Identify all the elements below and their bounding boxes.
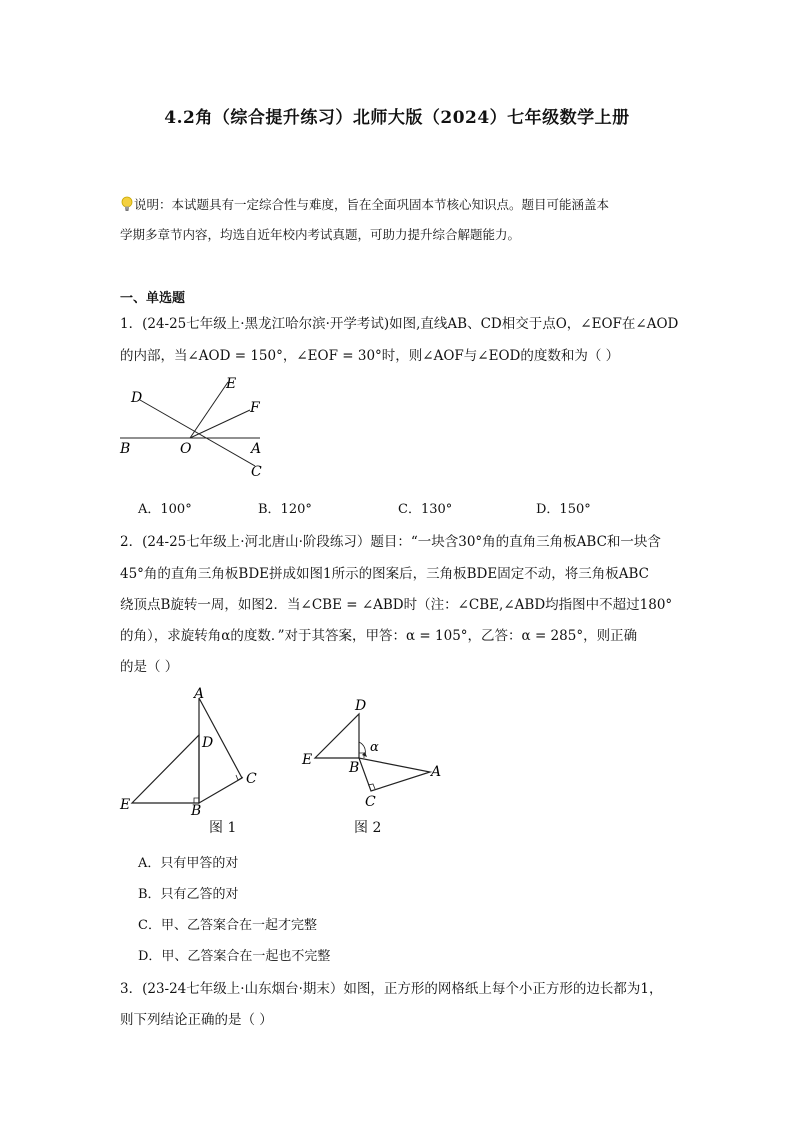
fig1-label-a: A	[194, 686, 205, 702]
q1-option-b[interactable]: B．120°	[258, 502, 312, 517]
q1-line-1: 1．(24-25七年级上·黑龙江哈尔滨·开学考试)如图,直线AB、CD相交于点O，∠EOF在∠AOD	[120, 316, 679, 332]
q2-line-3: 绕顶点B旋转一周，如图2．当∠CBE = ∠ABD时（注：∠CBE,∠ABD均指图中不超过180°	[120, 597, 673, 613]
right-angle-c	[236, 775, 243, 780]
label-o: O	[180, 441, 192, 457]
label-c: C	[251, 464, 262, 480]
q3-line-2: 则下列结论正确的是（ ）	[120, 1012, 273, 1028]
q2-line-5: 的是（ ）	[120, 659, 179, 675]
fig2-label-d: D	[355, 698, 367, 714]
lightbulb-icon	[120, 196, 134, 212]
fig2-label-b: B	[349, 760, 360, 776]
fig1-label-b: B	[191, 803, 202, 815]
fig1-label-d: D	[202, 735, 214, 751]
page-title: 4.2角（综合提升练习）北师大版（2024）七年级数学上册	[164, 108, 630, 128]
label-e: E	[226, 376, 237, 392]
fig2-triangle-bde	[315, 714, 359, 758]
q1-line-2: 的内部，当∠AOD = 150°，∠EOF = 30°时，则∠AOF与∠EOD的度数和为（ ）	[120, 348, 620, 364]
fig2-triangle-abc	[359, 758, 430, 791]
fig2-label-alpha: α	[370, 740, 379, 755]
label-a: A	[251, 441, 262, 457]
instructions-note	[120, 190, 680, 250]
q2-option-a[interactable]: A．只有甲答的对	[138, 856, 239, 871]
label-d: D	[131, 390, 143, 406]
label-f: F	[250, 400, 260, 416]
q2-option-d[interactable]: D．甲、乙答案合在一起也不完整	[138, 949, 331, 964]
section-heading: 一、单选题	[120, 291, 186, 306]
q2-line-2: 45°角的直角三角板BDE拼成如图1所示的图案后，三角板BDE固定不动，将三角板ABC	[120, 566, 649, 582]
q2-figure-2	[297, 696, 447, 811]
q3-line-1: 3．(23-24七年级上·山东烟台·期末）如图，正方形的网格纸上每个小正方形的边长都为1，	[120, 981, 663, 997]
line-cd	[140, 400, 255, 466]
fig1-caption: 图 1	[209, 820, 237, 836]
q2-figure-1	[112, 683, 272, 815]
label-b: B	[120, 441, 131, 457]
q2-line-4: 的角），求旋转角α的度数．”对于其答案，甲答：α = 105°，乙答：α = 285°，则正确	[120, 628, 638, 644]
note-text-2: 学期多章节内容，均选自近年校内考试真题，可助力提升综合解题能力。	[120, 227, 521, 242]
q1-option-d[interactable]: D．150°	[536, 502, 591, 517]
q2-option-c[interactable]: C．甲、乙答案合在一起才完整	[138, 918, 317, 933]
fig2-label-c: C	[365, 794, 376, 810]
fig1-label-c: C	[246, 771, 257, 787]
triangle-bde	[132, 735, 199, 803]
q1-figure	[110, 370, 280, 485]
note-text-1: 说明：本试题具有一定综合性与难度，旨在全面巩固本节核心知识点。题目可能涵盖本	[134, 197, 610, 212]
q1-option-a[interactable]: A．100°	[138, 502, 192, 517]
fig1-label-e: E	[120, 797, 131, 813]
q2-option-b[interactable]: B．只有乙答的对	[138, 887, 239, 902]
fig2-label-e: E	[302, 752, 313, 768]
note-line-1	[120, 190, 680, 220]
fig2-caption: 图 2	[354, 820, 382, 836]
q2-line-1: 2．(24-25七年级上·河北唐山·阶段练习）题目：“一块含30°角的直角三角板ABC和一块含	[120, 534, 661, 550]
q1-option-c[interactable]: C．130°	[398, 502, 453, 517]
fig2-label-a: A	[431, 764, 442, 780]
